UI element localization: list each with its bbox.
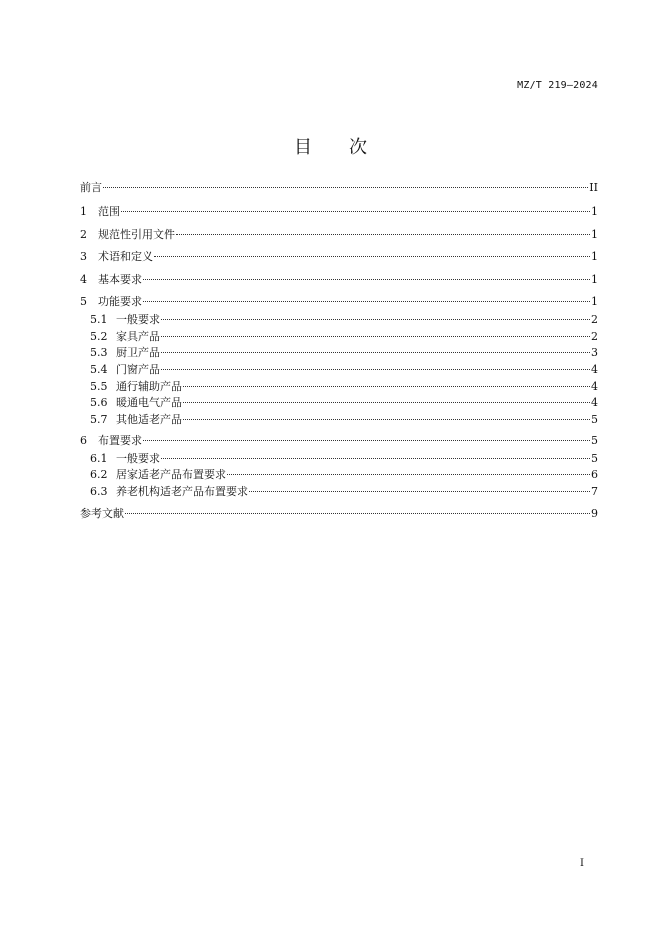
- toc-entry-number: 6.3: [90, 485, 108, 498]
- toc-entry-page: 5: [591, 413, 598, 426]
- toc-leader-dots: [121, 211, 590, 212]
- toc-entry[interactable]: [80, 468, 598, 482]
- toc-entry-label: 通行辅助产品: [116, 380, 182, 393]
- toc-entry[interactable]: [80, 380, 598, 394]
- toc-entry[interactable]: [80, 396, 598, 410]
- toc-entry-label: 一般要求: [116, 452, 160, 465]
- toc-leader-dots: [183, 386, 590, 387]
- toc-entry[interactable]: [80, 363, 598, 377]
- toc-entry[interactable]: [80, 434, 598, 448]
- toc-entry-number: 1: [80, 205, 87, 218]
- toc-entry-label: 术语和定义: [98, 250, 153, 263]
- toc-entry-page: 1: [591, 205, 598, 218]
- title-char-1: 目: [294, 137, 313, 158]
- toc-entry-page: 5: [591, 434, 598, 447]
- toc-entry-label: 规范性引用文件: [98, 228, 175, 241]
- toc-entry[interactable]: [80, 250, 598, 264]
- toc-entry-number: 5.5: [90, 380, 108, 393]
- toc-entry-number: 3: [80, 250, 87, 263]
- toc-entry-label: 厨卫产品: [116, 346, 160, 359]
- toc-entry[interactable]: [80, 228, 598, 242]
- toc-leader-dots: [154, 256, 590, 257]
- page-title: [0, 133, 662, 159]
- toc-entry-page: 5: [591, 452, 598, 465]
- toc-entry-number: 5.7: [90, 413, 108, 426]
- toc-entry[interactable]: [80, 295, 598, 309]
- toc-leader-dots: [143, 301, 590, 302]
- toc-entry-number: 5.1: [90, 313, 108, 326]
- toc-entry-label: 其他适老产品: [116, 413, 182, 426]
- toc-entry-label: 参考文献: [80, 507, 124, 520]
- toc-entry-page: 6: [591, 468, 598, 481]
- toc-leader-dots: [143, 440, 590, 441]
- toc-entry-page: 4: [591, 396, 598, 409]
- toc-entry-number: 6.2: [90, 468, 108, 481]
- toc-entry[interactable]: [80, 330, 598, 344]
- toc-entry[interactable]: [80, 273, 598, 287]
- toc-entry-label: 基本要求: [98, 273, 142, 286]
- toc-entry-page: 1: [591, 273, 598, 286]
- toc-entry[interactable]: [80, 205, 598, 219]
- toc-entry-page: 2: [591, 313, 598, 326]
- toc-entry-label: 暖通电气产品: [116, 396, 182, 409]
- toc-leader-dots: [161, 336, 590, 337]
- toc-entry-number: 5.2: [90, 330, 108, 343]
- toc-entry-number: 5.3: [90, 346, 108, 359]
- toc-entry-number: 5.6: [90, 396, 108, 409]
- toc-entry-page: 1: [591, 295, 598, 308]
- page-number: I: [580, 858, 584, 869]
- toc-entry-number: 4: [80, 273, 87, 286]
- toc-leader-dots: [161, 319, 590, 320]
- toc-leader-dots: [183, 402, 590, 403]
- toc-entry-number: 5.4: [90, 363, 108, 376]
- toc-leader-dots: [103, 187, 588, 188]
- toc-entry-page: 3: [591, 346, 598, 359]
- toc-entry-page: 7: [591, 485, 598, 498]
- toc-entry-label: 家具产品: [116, 330, 160, 343]
- title-char-2: 次: [349, 137, 368, 158]
- toc-leader-dots: [125, 513, 590, 514]
- toc-entry-number: 6.1: [90, 452, 108, 465]
- toc-leader-dots: [161, 352, 590, 353]
- toc-entry-label: 布置要求: [98, 434, 142, 447]
- toc-entry[interactable]: [80, 413, 598, 427]
- document-code: MZ/T 219—2024: [517, 80, 598, 91]
- toc-entry-label: 一般要求: [116, 313, 160, 326]
- toc-leader-dots: [249, 491, 590, 492]
- toc-entry-page: 4: [591, 363, 598, 376]
- toc-leader-dots: [227, 474, 590, 475]
- toc-leader-dots: [183, 419, 590, 420]
- toc-entry-page: 1: [591, 250, 598, 263]
- toc-entry-number: 5: [80, 295, 87, 308]
- toc-entry[interactable]: [80, 507, 598, 521]
- toc-entry[interactable]: [80, 452, 598, 466]
- toc-leader-dots: [161, 458, 590, 459]
- toc-entry-page: 2: [591, 330, 598, 343]
- toc-entry-page: 9: [591, 507, 598, 520]
- toc-entry-number: 2: [80, 228, 87, 241]
- toc-leader-dots: [176, 234, 590, 235]
- toc-entry-label: 门窗产品: [116, 363, 160, 376]
- toc-leader-dots: [143, 279, 590, 280]
- toc-entry-label: 前言: [80, 181, 102, 194]
- toc-entry-page: 4: [591, 380, 598, 393]
- toc-entry-page: 1: [591, 228, 598, 241]
- toc-entry[interactable]: [80, 181, 598, 195]
- toc-entry[interactable]: [80, 313, 598, 327]
- toc-entry-label: 养老机构适老产品布置要求: [116, 485, 248, 498]
- toc-entry-page: II: [589, 181, 598, 194]
- toc-entry[interactable]: [80, 346, 598, 360]
- toc-entry-label: 功能要求: [98, 295, 142, 308]
- toc-leader-dots: [161, 369, 590, 370]
- toc-entry[interactable]: [80, 485, 598, 499]
- toc-entry-number: 6: [80, 434, 87, 447]
- toc-entry-label: 范围: [98, 205, 120, 218]
- toc-entry-label: 居家适老产品布置要求: [116, 468, 226, 481]
